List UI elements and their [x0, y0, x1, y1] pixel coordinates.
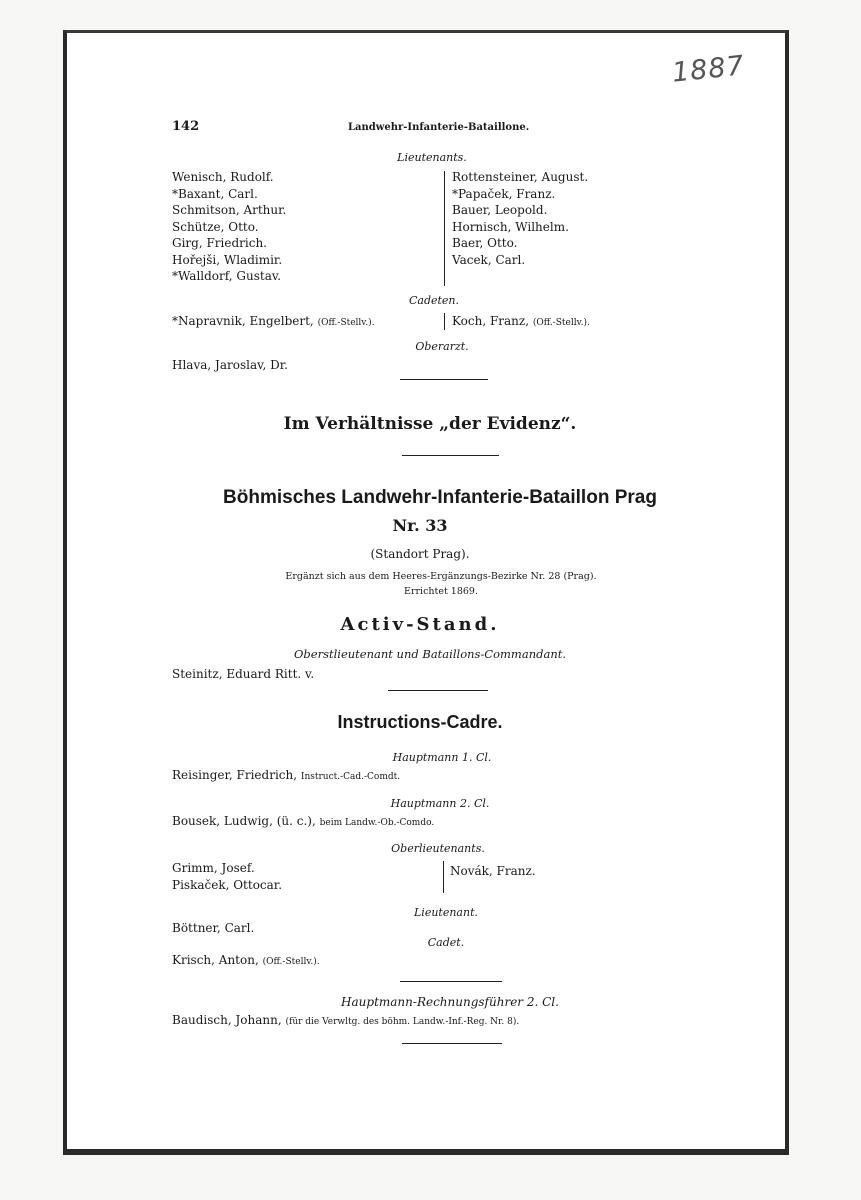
errichtet: Errichtet 1869.	[404, 586, 478, 597]
cadet-left	[172, 314, 375, 328]
handwritten-year: 1887	[670, 50, 747, 89]
cadet-left-note: (Off.-Stellv.).	[317, 318, 375, 328]
list-item: Hořejši, Wladimir.	[172, 252, 283, 267]
list-item: Rottensteiner, August.	[452, 170, 589, 184]
divider	[400, 379, 488, 380]
oberarzt-name: Hlava, Jaroslav, Dr.	[172, 358, 288, 372]
rechnungsfuehrer-entry	[172, 1013, 519, 1027]
divider	[402, 455, 499, 456]
column-divider	[444, 171, 445, 286]
list-item: Baer, Otto.	[452, 236, 518, 250]
list-item: Grimm, Josef.	[172, 861, 255, 875]
activ-stand-heading: Activ-Stand.	[340, 614, 500, 635]
list-item: *Papaček, Franz.	[452, 186, 556, 201]
cadet-right-note: (Off.-Stellv.).	[532, 318, 590, 328]
cadeten-label: Cadeten.	[408, 294, 460, 307]
hauptmann1-note: Instruct.-Cad.-Comdt.	[300, 772, 401, 782]
hauptmann2-entry	[172, 814, 434, 828]
list-item: Hornisch, Wilhelm.	[452, 219, 569, 234]
cadet-label: Cadet.	[427, 936, 465, 949]
cadet-name: Krisch, Anton,	[172, 953, 259, 967]
column-divider	[443, 861, 444, 893]
battalion-number: Nr. 33	[392, 516, 448, 535]
list-item: Vacek, Carl.	[452, 252, 526, 267]
hauptmann2-label: Hauptmann 2. Cl.	[390, 797, 490, 810]
list-item: Piskaček, Ottocar.	[172, 877, 283, 892]
lieutenants-left-list	[172, 169, 286, 285]
list-item: Bauer, Leopold.	[452, 203, 548, 217]
oberlieutenants-label: Oberlieutenants.	[391, 842, 485, 855]
battalion-title: Böhmisches Landwehr-Infanterie-Bataillon Prag	[223, 487, 657, 508]
divider	[402, 1043, 502, 1044]
page-number: 142	[172, 119, 200, 134]
cadet-right	[452, 314, 590, 328]
instructions-cadre-heading: Instructions-Cadre.	[337, 712, 503, 732]
rechnungsfuehrer-name: Baudisch, Johann,	[172, 1013, 282, 1027]
cadet-right-name: Koch, Franz,	[452, 314, 530, 328]
divider	[388, 690, 488, 691]
cadet-note: (Off.-Stellv.).	[262, 957, 320, 967]
hauptmann2-name: Bousek, Ludwig, (ü. c.),	[172, 814, 316, 828]
list-item: *Baxant, Carl.	[172, 186, 258, 201]
running-title: Landwehr-Infanterie-Bataillone.	[348, 122, 530, 133]
erganzt: Ergänzt sich aus dem Heeres-Ergänzungs-Bezirke Nr. 28 (Prag).	[285, 571, 597, 582]
lieutenants-right-list	[452, 169, 588, 268]
oberlieutenant-right: Novák, Franz.	[450, 864, 536, 878]
list-item: Wenisch, Rudolf.	[172, 170, 274, 184]
hauptmann1-name: Reisinger, Friedrich,	[172, 768, 298, 782]
lieutenants-label: Lieutenants.	[397, 151, 467, 164]
list-item: Girg, Friedrich.	[172, 236, 267, 250]
list-item: *Walldorf, Gustav.	[172, 269, 282, 283]
list-item: Schütze, Otto.	[172, 219, 259, 234]
oberarzt-label: Oberarzt.	[415, 340, 469, 353]
list-item: Schmitson, Arthur.	[172, 203, 287, 217]
commandant-name: Steinitz, Eduard Ritt. v.	[172, 667, 315, 681]
cadet-entry	[172, 953, 320, 967]
hauptmann2-note: beim Landw.-Ob.-Comdo.	[319, 818, 435, 828]
column-divider	[444, 313, 445, 330]
standort: (Standort Prag).	[370, 547, 470, 561]
hauptmann1-entry	[172, 768, 400, 782]
divider	[400, 981, 502, 982]
hauptmann1-label: Hauptmann 1. Cl.	[392, 751, 492, 764]
rechnungsfuehrer-note: (für die Verwltg. des böhm. Landw.-Inf.-Reg. Nr. 8).	[285, 1017, 520, 1027]
lieutenant-label: Lieutenant.	[414, 906, 478, 919]
activ-stand-label: Oberstlieutenant und Bataillons-Commandant.	[293, 647, 567, 661]
lieutenant-name: Böttner, Carl.	[172, 921, 255, 935]
oberlieutenants-left-list	[172, 860, 282, 893]
rechnungsfuehrer-label: Hauptmann-Rechnungsführer 2. Cl.	[341, 995, 559, 1009]
evidenz-heading: Im Verhältnisse „der Evidenz“.	[283, 414, 577, 434]
cadet-left-name: *Napravnik, Engelbert,	[172, 314, 314, 328]
